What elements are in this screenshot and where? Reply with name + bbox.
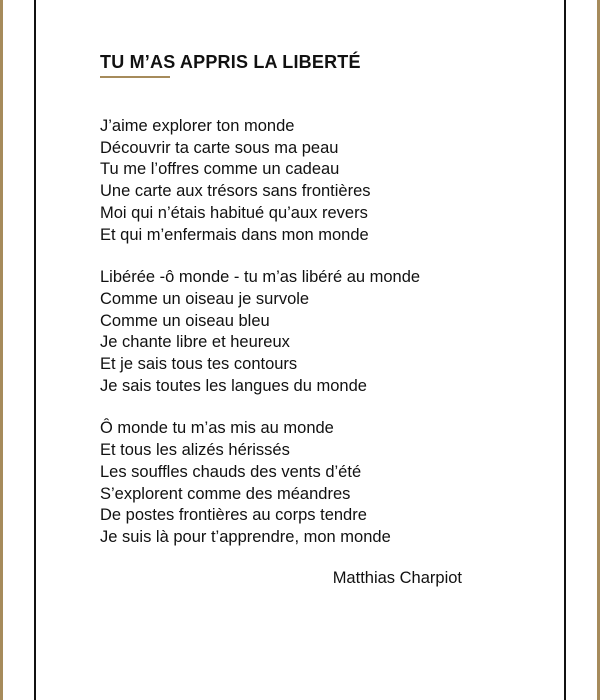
poem-line: Moi qui n’étais habitué qu’aux revers [100, 203, 368, 222]
poem-line: Découvrir ta carte sous ma peau [100, 138, 339, 157]
title-underline [100, 76, 170, 78]
poem-line: Ô monde tu m’as mis au monde [100, 419, 334, 438]
poem-line: Je chante libre et heureux [100, 333, 290, 352]
left-border [0, 0, 36, 700]
poem-line: S’explorent comme des méandres [100, 484, 351, 503]
poem-line: Les souffles chauds des vents d’été [100, 462, 362, 481]
stanza-2 [100, 267, 530, 397]
poem-line: Je sais toutes les langues du monde [100, 376, 367, 395]
poem-line: Une carte aux trésors sans frontières [100, 182, 371, 201]
poem-line: Et tous les alizés hérissés [100, 441, 290, 460]
poem-line: J’aime explorer ton monde [100, 117, 295, 135]
poem-page [38, 0, 562, 700]
poem-body [100, 116, 530, 570]
right-border [564, 0, 600, 700]
stanza-1 [100, 116, 530, 246]
stanza-3 [100, 418, 530, 548]
poem-line: Et qui m’enfermais dans mon monde [100, 225, 369, 244]
poem-line: Libérée -ô monde - tu m’as libéré au monde [100, 268, 421, 287]
poem-line: Comme un oiseau je survole [100, 289, 310, 308]
poem-line: Et je sais tous tes contours [100, 355, 298, 374]
poem-line: Je suis là pour t’apprendre, mon monde [100, 527, 391, 546]
poem-author: Matthias Charpiot [332, 569, 462, 587]
poem-line: Tu me l’offres comme un cadeau [100, 160, 340, 179]
poem-line: De postes frontières au corps tendre [100, 506, 367, 525]
poem-title: TU M’AS APPRIS LA LIBERTÉ [100, 52, 361, 72]
poem-line: Comme un oiseau bleu [100, 311, 270, 330]
